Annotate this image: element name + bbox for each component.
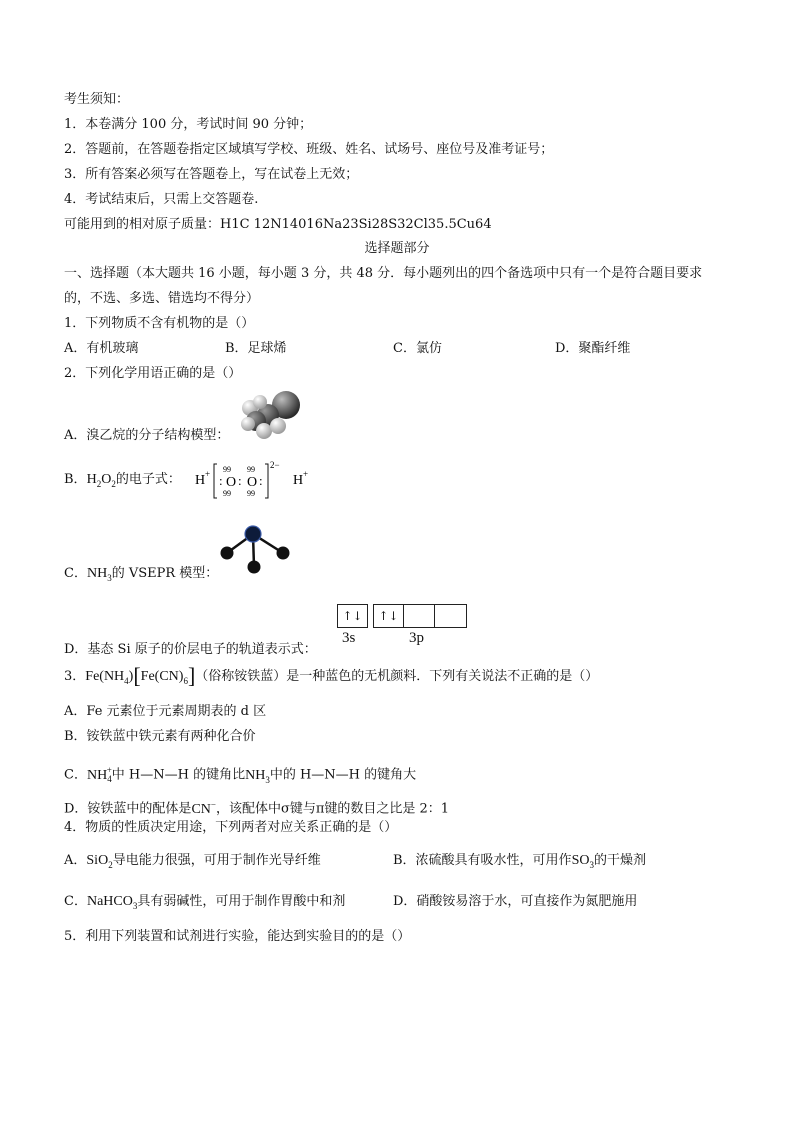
orbital-3p-cell-2 xyxy=(405,605,435,627)
q1-option-a: A．有机玻璃 xyxy=(64,341,139,356)
q4-stem: 4．物质的性质决定用途，下列两者对应关系正确的是（） xyxy=(64,820,398,835)
orbital-3p-label: 3p xyxy=(409,630,424,646)
section-intro-line-2: 的，不选、多选、错选均不得分） xyxy=(64,291,260,306)
q1-option-c: C．氯仿 xyxy=(393,341,442,356)
q4-option-b: B．浓硫酸具有吸水性，可用作$SO_3$的干燥剂 xyxy=(393,853,646,870)
q3-formula: $Fe(NH_4)[Fe(CN)_6]$ xyxy=(85,663,196,688)
svg-text:99: 99 xyxy=(223,465,231,474)
orbital-3s-label: 3s xyxy=(342,630,356,646)
q2-stem: 2．下列化学用语正确的是（） xyxy=(64,366,242,381)
svg-text:O: O xyxy=(226,475,237,490)
q1-stem: 1．下列物质不含有机物的是（） xyxy=(64,316,255,331)
notice-title: 考生须知： xyxy=(64,92,130,107)
svg-text:+: + xyxy=(303,469,309,479)
orbital-3s-arrows: ↑↓ xyxy=(342,609,363,623)
q5-stem: 5．利用下列装置和试剂进行实验，能达到实验目的的是（） xyxy=(64,929,411,944)
q4-option-c: C．NaHCO$_3$具有弱碱性，可用于制作胃酸中和剂 xyxy=(64,894,346,911)
notice-item-3: 3．所有答案必须写在答题卷上，写在试卷上无效； xyxy=(64,167,359,182)
orbital-3p-box xyxy=(373,604,467,628)
q3-stem: 3．$Fe(NH_4)[Fe(CN)_6]$（俗称铵铁蓝）是一种蓝色的无机颜料．下列有关说法不正确的是（） xyxy=(64,663,599,688)
svg-text:H: H xyxy=(195,473,206,488)
svg-text:99: 99 xyxy=(247,489,255,498)
q4-option-d: D．硝酸铵易溶于水，可直接作为氮肥施用 xyxy=(393,894,638,909)
notice-item-1: 1．本卷满分 100 分，考试时间 90 分钟； xyxy=(64,117,313,132)
nh3-vsepr-model-image xyxy=(215,523,295,577)
orbital-3s-box xyxy=(337,604,368,628)
q3-option-d: D．铵铁蓝中的配体是CN−，该配体中σ键与π键的数目之比是 2：1 xyxy=(64,799,450,817)
svg-text:+: + xyxy=(205,469,211,479)
q2-option-d: D．基态 Si 原子的价层电子的轨道表示式： xyxy=(64,642,317,657)
q4-option-a: A．SiO$_2$导电能力很强，可用于制作光导纤维 xyxy=(64,853,321,870)
notice-item-2: 2．答题前，在答题卷指定区域填写学校、班级、姓名、试场号、座位号及准考证号； xyxy=(64,142,554,157)
q1-option-d: D．聚酯纤维 xyxy=(555,341,631,356)
svg-text::: : xyxy=(259,473,263,488)
section-title: 选择题部分 xyxy=(364,241,430,256)
q3-option-a: A．Fe 元素位于元素周期表的 d 区 xyxy=(64,704,267,719)
q3-option-b: B．铵铁蓝中铁元素有两种化合价 xyxy=(64,729,256,744)
svg-text:99: 99 xyxy=(247,465,255,474)
h2o2-electron-formula-image xyxy=(193,458,318,502)
svg-text:O: O xyxy=(247,475,258,490)
svg-text:99: 99 xyxy=(223,489,231,498)
q1-option-b: B．足球烯 xyxy=(225,341,287,356)
section-intro-line-1: 一、选择题（本大题共 16 小题，每小题 3 分，共 48 分．每小题列出的四个备选项中只有一个是符合题目要求 xyxy=(64,266,703,281)
notice-item-4: 4．考试结束后，只需上交答题卷. xyxy=(64,192,259,207)
orbital-3p-cell-1: ↑↓ xyxy=(374,605,404,627)
svg-text::: : xyxy=(238,473,242,488)
q3-option-c: C．$NH_4^+$中 H—N—H 的键角比$NH_3$中的 H—N—H 的键角大 xyxy=(64,765,417,785)
svg-text::: : xyxy=(219,473,223,488)
q2-option-b: B．$H_2O_2$的电子式： xyxy=(64,472,181,489)
svg-text:2−: 2− xyxy=(270,460,280,470)
bromoethane-ball-model-image xyxy=(238,388,304,442)
svg-text:H: H xyxy=(293,473,304,488)
atomic-mass-line: 可能用到的相对原子质量：H1C 12N14016Na23Si28S32Cl35.5Cu64 xyxy=(64,217,492,232)
q2-option-c: C．$NH_3$的 VSEPR 模型： xyxy=(64,566,219,583)
q2-option-a: A．溴乙烷的分子结构模型： xyxy=(64,428,230,443)
orbital-3p-cell-3 xyxy=(436,605,466,627)
